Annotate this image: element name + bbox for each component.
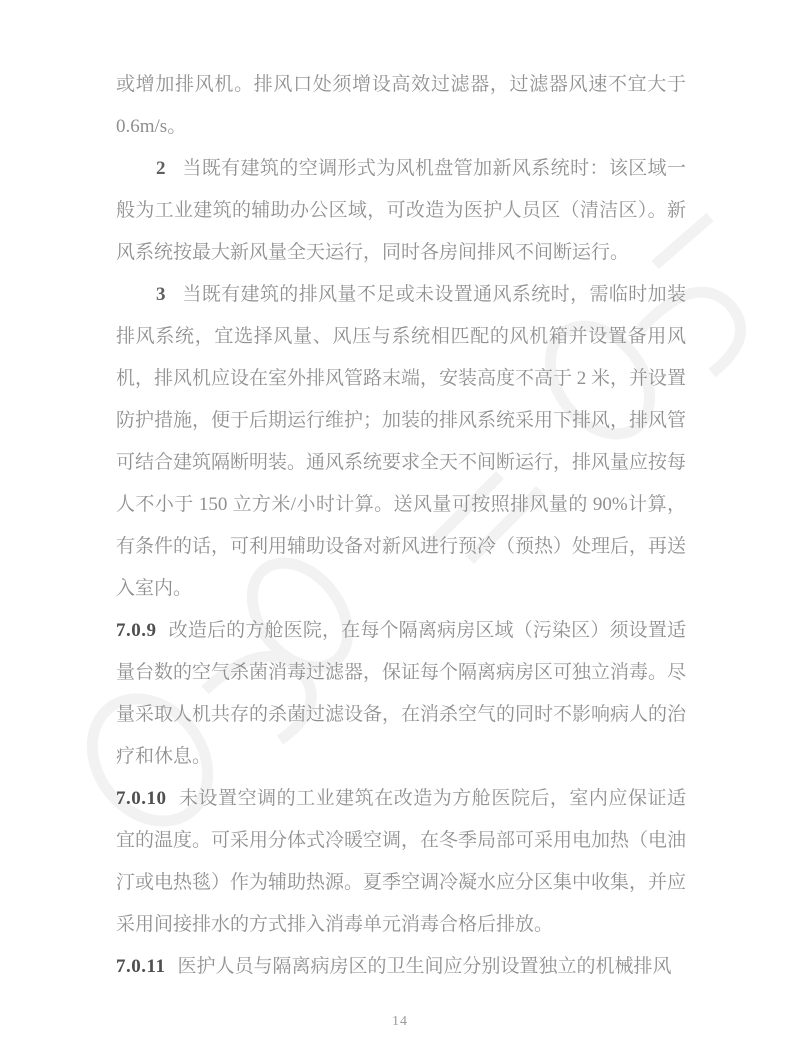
section-7-0-11 — [116, 946, 686, 988]
paragraph-text: 医护人员与隔离病房区的卫生间应分别设置独立的机械排风 — [177, 956, 672, 977]
paragraph-text: 当既有建筑的空调形式为风机盘管加新风系统时：该区域一般为工业建筑的辅助办公区域，可改造为医护人员区（清洁区）。新风系统按最大新风量全天运行，同时各房间排风不间断运行。 — [116, 158, 686, 263]
list-item-number: 3 — [156, 284, 166, 305]
list-item-number: 2 — [156, 158, 166, 179]
list-item-2 — [116, 148, 686, 274]
section-number: 7.0.10 — [116, 788, 167, 809]
section-number: 7.0.9 — [116, 620, 157, 641]
page-body-text — [116, 64, 686, 988]
paragraph-continuation — [116, 64, 686, 148]
section-number: 7.0.11 — [116, 956, 166, 977]
paragraph-text: 或增加排风机。排风口处须增设高效过滤器，过滤器风速不宜大于 0.6m/s。 — [116, 74, 686, 137]
section-7-0-10 — [116, 778, 686, 946]
paragraph-text: 当既有建筑的排风量不足或未设置通风系统时，需临时加装排风系统，宜选择风量、风压与系统相匹配的风机箱并设置备用风机，排风机应设在室外排风管路末端，安装高度不高于 2 米，并设置防护措施，便于后期运行维护；加装的排风系统采用下排风，排风管可结合建筑隔断明装。通风系统要求全天不间断运行，排风量应按每人不小于 150 立方米/小时计算。送风量可按照排风量的 90%计算，有条件的话，可利用辅助设备对新风进行预冷（预热）处理后，再送入室内。 — [116, 284, 687, 599]
paragraph-text: 未设置空调的工业建筑在改造为方舱医院后，室内应保证适宜的温度。可采用分体式冷暖空调，在冬季局部可采用电加热（电油汀或电热毯）作为辅助热源。夏季空调冷凝水应分区集中收集，并应采用间接排水的方式排入消毒单元消毒合格后排放。 — [116, 788, 687, 935]
page-number: 14 — [392, 1014, 408, 1029]
list-item-3 — [116, 274, 686, 610]
paragraph-text: 改造后的方舱医院，在每个隔离病房区域（污染区）须设置适量台数的空气杀菌消毒过滤器，保证每个隔离病房区可独立消毒。尽量采取人机共存的杀菌过滤设备，在消杀空气的同时不影响病人的治疗和休息。 — [116, 620, 687, 767]
section-7-0-9 — [116, 610, 686, 778]
